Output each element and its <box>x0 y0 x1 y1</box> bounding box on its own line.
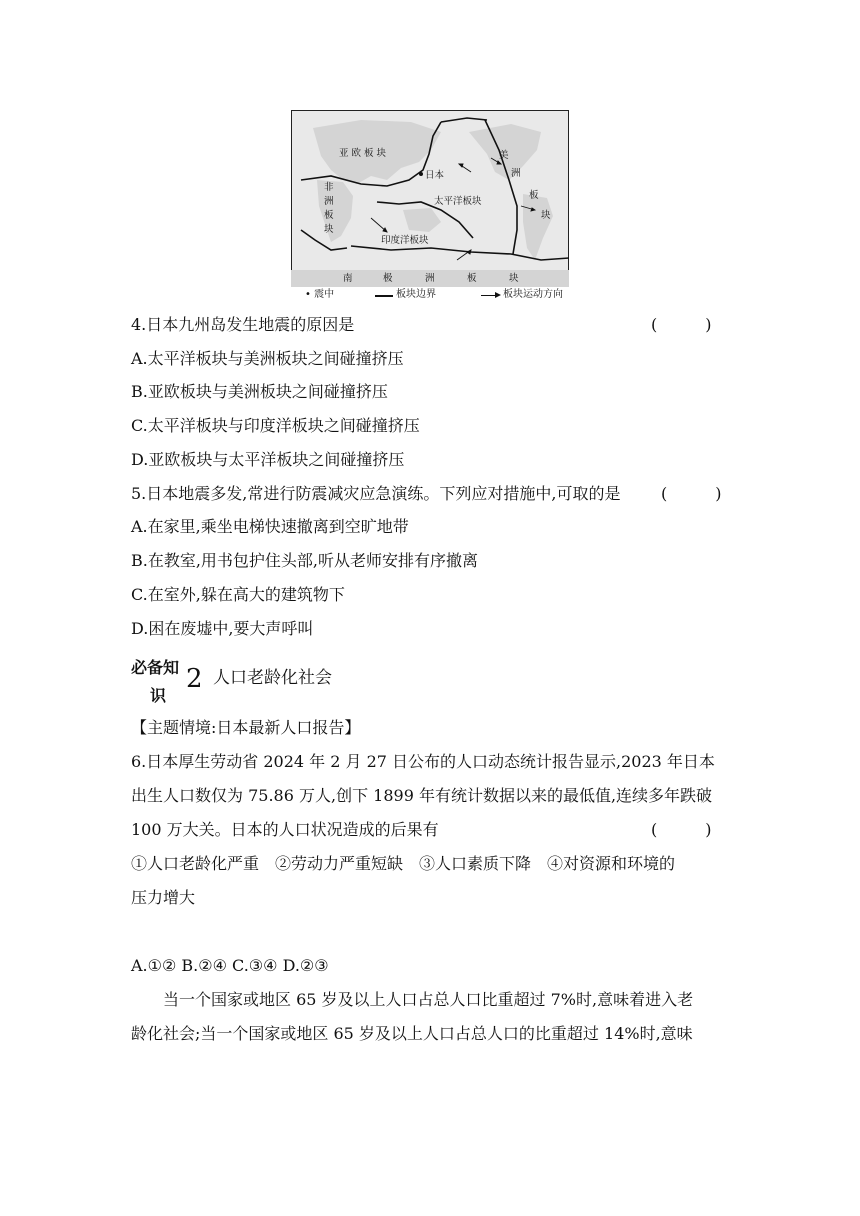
q6-statements-2: 压力增大 <box>131 888 196 907</box>
label-antarctic-4: 板 <box>467 273 477 284</box>
epicenter-dot <box>419 172 423 176</box>
label-pacific-plate: 太平洋板块 <box>434 196 482 207</box>
q6-line-3: 100 万大关。日本的人口状况造成的后果有 <box>131 820 439 839</box>
legend-boundary-line <box>375 295 393 297</box>
q4-answer-paren: ( ) <box>651 315 712 334</box>
q6-line-1: 6.日本厚生劳动省 2024 年 2 月 27 日公布的人口动态统计报告显示,2023 年日本 <box>131 752 715 771</box>
q6-statements-1: ①人口老龄化严重 ②劳动力严重短缺 ③人口素质下降 ④对资源和环境的 <box>131 854 676 873</box>
q4-stem: 4.日本九州岛发生地震的原因是 <box>131 315 355 334</box>
q5-stem: 5.日本地震多发,常进行防震减灾应急演练。下列应对措施中,可取的是 <box>131 484 621 503</box>
label-america-3: 板 <box>529 190 539 201</box>
label-japan: 日本 <box>425 170 445 181</box>
q5-option-b: B.在教室,用书包护住头部,听从老师安排有序撤离 <box>131 551 479 570</box>
q6-choices: A.①② B.②④ C.③④ D.②③ <box>131 956 329 975</box>
passage-line-1: 当一个国家或地区 65 岁及以上人口占总人口比重超过 7%时,意味着进入老 <box>163 990 694 1009</box>
label-antarctic-5: 块 <box>509 273 519 284</box>
label-america-2: 洲 <box>511 168 521 179</box>
q4-option-b: B.亚欧板块与美洲板块之间碰撞挤压 <box>131 382 388 401</box>
q5-option-c: C.在室外,躲在高大的建筑物下 <box>131 585 345 604</box>
label-africa-3: 板 <box>324 210 334 221</box>
label-africa-1: 非 <box>324 182 334 193</box>
section-number: 2 <box>186 664 203 694</box>
label-america-1: 美 <box>499 150 509 161</box>
label-america-4: 块 <box>541 210 551 221</box>
q4-option-c: C.太平洋板块与印度洋板块之间碰撞挤压 <box>131 416 420 435</box>
q5-option-a: A.在家里,乘坐电梯快速撤离到空旷地带 <box>131 517 409 536</box>
q4-option-a: A.太平洋板块与美洲板块之间碰撞挤压 <box>131 349 404 368</box>
theme-heading: 【主题情境:日本最新人口报告】 <box>131 718 361 737</box>
passage-line-2: 龄化社会;当一个国家或地区 65 岁及以上人口占总人口的比重超过 14%时,意味 <box>131 1024 693 1043</box>
q4-option-d: D.亚欧板块与太平洋板块之间碰撞挤压 <box>131 450 405 469</box>
section-tag-line2: 识 <box>150 686 167 705</box>
label-eurasian-plate: 亚 欧 板 块 <box>339 148 387 159</box>
q5-option-d: D.困在废墟中,要大声呼叫 <box>131 619 314 638</box>
legend-direction: 板块运动方向 <box>503 289 563 300</box>
label-antarctic-2: 极 <box>383 273 393 284</box>
label-africa-2: 洲 <box>324 196 334 207</box>
q6-answer-paren: ( ) <box>651 820 712 839</box>
label-africa-4: 块 <box>324 224 334 235</box>
plate-map <box>291 110 569 287</box>
section-tag-line1: 必备知 <box>131 658 180 677</box>
legend-epicenter: • 震中 <box>305 289 335 300</box>
legend-arrow-head <box>495 292 501 298</box>
label-indian-plate: 印度洋板块 <box>381 235 429 246</box>
section-title: 人口老龄化社会 <box>213 668 332 688</box>
legend-boundary: 板块边界 <box>396 289 436 300</box>
q6-line-2: 出生人口数仅为 75.86 万人,创下 1899 年有统计数据以来的最低值,连续多年跌破 <box>131 786 713 805</box>
q5-answer-paren: ( ) <box>661 484 722 503</box>
label-antarctic-3: 洲 <box>425 273 435 284</box>
label-antarctic-1: 南 <box>343 273 353 284</box>
